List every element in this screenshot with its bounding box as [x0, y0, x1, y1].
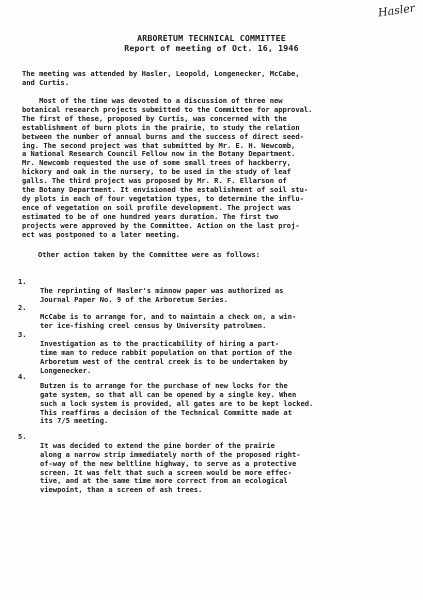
other-action-intro: Other action taken by the Committee were as follows: — [38, 250, 261, 259]
list-item — [18, 364, 418, 426]
item-number: 4. — [18, 371, 27, 381]
list-item — [18, 424, 418, 495]
item-number: 1. — [18, 276, 27, 286]
committee-title: ARBORETUM TECHNICAL COMMITTEE — [137, 33, 286, 43]
item-text: Investigation as to the practicability of hiring a part- time man to reduce rabbit population on that portion of the Arboretum west of the central creek is to be undertaken by Longenecker. — [40, 338, 292, 375]
item-text: It was decided to extend the pine border of the prairie along a narrow strip immediately north of the proposed right- of-way of the new beltline highway, to serve as a protective screen. It was felt that such a screen would be more effec- tive, and at the same time more correct from an ecological viewpoint, than a screen of ash trees. — [40, 440, 301, 495]
item-text: McCabe is to arrange for, and to maintain a check on, a win- ter ice-fishing creel census by University patrolmen. — [40, 311, 297, 330]
list-item — [18, 322, 418, 375]
handwritten-annotation: Hasler — [377, 1, 416, 20]
item-number: 5. — [18, 431, 27, 441]
item-number: 3. — [18, 329, 27, 339]
report-title: Report of meeting of Oct. 16, 1946 — [124, 43, 299, 53]
item-text: Butzen is to arrange for the purchase of new locks for the gate system, so that all can be opened by a single key. When such a lock system is provided, all gates are to be kept locked. This reaffirms a decision of the Technical Committe made at its 7/5 meeting. — [40, 380, 314, 426]
attendance-paragraph: The meeting was attended by Hasler, Leopold, Longenecker, McCabe, and Curtis. — [22, 69, 300, 87]
discussion-paragraph: Most of the time was devoted to a discussion of three new botanical research projects submitted to the Committee for approval. The first of these, proposed by Curtis, was concerned with the establishment of burn plots in the prairie, to study the relation between the number of annual burns and the success of direct seed- ing. The second project was that submitted by Mr. E. H. Newcomb, a National Research Council Fellow now in the Botany Department. Mr. Newcomb requested the use of some small trees of hackberry, hickory and oak in the nursery, to be used in the study of leaf galls. The third project was proposed by Mr. R. F. Ellarson of the Botany Department. It envisioned the establishment of soil stu- dy plots in each of four vegetation types, to determine the influ- ence of vegetation on soil profile development. The project was estimated to be of one hundred years duration. The first two projects were approved by the Committee. Action on the last proj- ect was postponed to a later meeting. — [22, 96, 313, 239]
item-number: 2. — [18, 302, 27, 312]
item-text: The reprinting of Hasler's minnow paper was authorized as Journal Paper No. 9 of the Arboretum Series. — [40, 285, 284, 304]
